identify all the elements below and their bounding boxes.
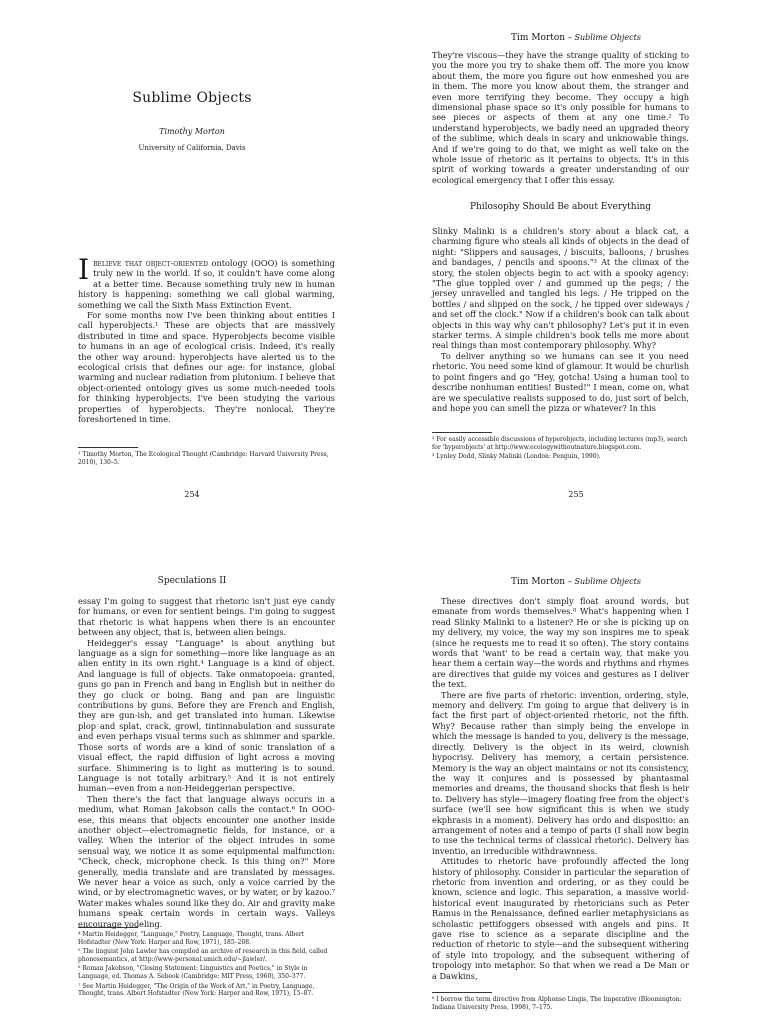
author-affiliation: University of California, Davis <box>138 144 246 152</box>
drop-cap: I <box>78 253 90 286</box>
running-head-title: – Sublime Objects <box>567 577 641 586</box>
page-257 <box>384 512 768 1024</box>
page-254 <box>0 0 384 512</box>
footnote-rule <box>432 992 492 993</box>
body-text-section <box>432 226 689 413</box>
body-text <box>78 253 335 425</box>
paragraph: To deliver anything so we humans can see it you need rhetoric. You need some kind of glamour. It would be churlish to point fingers and go "Hey, gotcha! Using a human tool to describe nonhuman entities! Busted!" I mean, come on, what are we speculative realists supposed to do, just sort of belch, and hope you can smell the pizza or whatever? In this <box>432 350 689 413</box>
running-head-author: Tim Morton <box>511 33 566 43</box>
paragraph: These directives don't simply float around words, but emanate from words themselves.⁸ What's happening when I read Slinky Malinki to a listener? He or she is picking up on my delivery, my voice, the way my son inspires me to speak (since he requests me to read it so often). The story contains words that 'want' to be read a certain way, that make you hear them a certain way—the words and rhythms and rhymes are directives that guide my voices and gestures as I deliver the text. <box>432 596 689 690</box>
running-head: Speculations II <box>157 576 227 586</box>
footnote: ⁵ The linguist John Lawler has compiled an archive of research in this field, called phonosemantics, at http://www-personal.umich.edu/~jlawler/. <box>78 948 328 963</box>
section-heading: Philosophy Should Be about Everything <box>469 202 652 212</box>
footnote: ⁸ I borrow the term directive from Alphonso Lingis, The Imperative (Bloomington: Indiana University Press, 1998), 7–175. <box>432 996 682 1011</box>
footnote: ⁶ Roman Jakobson, "Closing Statement: Linguistics and Poetics," in Style in Language, ed. Thomas A. Sebeok (Cambridge: MIT Press, 1960), 350–377. <box>78 965 308 980</box>
footnote: ¹ Timothy Morton, The Ecological Thought (Cambridge: Harvard University Press, 2010), 130–5. <box>78 451 329 466</box>
running-head <box>432 576 720 588</box>
paragraph: Heidegger's essay "Language" is about anything but language as a sign for something—more like language as an alien entity in its own right.⁴ Language is a kind of object. And language is full of objects. Take onmatopoeia: granted, guns go pan in French and bang in English but in neither do they go cluck or boing. Bang and pan are linguistic contributions by guns. Before they are French and English, they are gun-ish, and get translated into human. Likewise plop and splat, crack, growl, tintinnabulation and sussurate and even perhaps visual terms such as shimmer and sparkle. Those sorts of words are a kind of sonic translation of a visual effect, the rapid diffusion of light across a moving surface. Shimmering is to light as muttering is to sound. Language is not totally arbitrary.⁵ And it is not entirely human—even from a non-Heideggerian perspective. <box>78 637 335 794</box>
paragraph: They're viscous—they have the strange quality of sticking to you the more you try to shake them off. The more you know about them, the more you figure out how enmeshed you are in them. The more you know about them, the stranger and even more terrifying they become. They occupy a high dimensional phase space so it's only possible for humans to see pieces or aspects of them at any one time.² To understand hyperobjects, we badly need an upgraded theory of the sublime, which deals in scary and unknowable things. And if we're going to do that, we might as well take on the whole issue of rhetoric as it pertains to objects. It's in this spirit of working towards a greater understanding of our ecological emergency that I offer this essay. <box>432 50 689 185</box>
footnote: ⁴ Martin Heidegger, "Language," Poetry, Language, Thought, trans. Albert Hofstadter (New York: Harper and Row, 1971), 185–208. <box>78 931 305 946</box>
paragraph: Then there's the fact that language always occurs in a medium, what Roman Jakobson calls the contact.⁶ In OOO-ese, this means that objects encounter one another inside another object—electromagnetic fields, for instance, or a valley. When the interior of the object intrudes in some sensual way, we notice it as some equipmental malfunction: "Check, check, microphone check. Is this thing on?" More generally, media translate and are translated by messages. We never hear a voice as such, only a voice carried by the wind, or by electromagnetic waves, or by water, or by kazoo.⁷ Water makes whales sound like they do. Air and gravity make humans speak certain words in certain ways. Valleys encourage yodeling. <box>78 793 335 929</box>
page-number: 255 <box>568 490 584 499</box>
author-name: Timothy Morton <box>159 127 225 136</box>
paragraph-text: ontology (OOO) is something truly new in the world. If so, it couldn't have come along at a better time. Because something truly new in human history is happening: something we call global warming, something we call the Sixth Mass Extinction Event. <box>78 258 335 310</box>
running-head-title: – Sublime Objects <box>567 33 641 42</box>
paragraph: Slinky Malinki is a children's story about a black cat, a charming figure who steals all kinds of objects in the dead of night: "Slippers and sausages, / biscuits, balloons, / brushes and bandages, / pencils and spoons."³ At the climax of the story, the stolen objects begin to act with a spooky agency: "The glue toppled over / and gummed up the pegs; / the jersey unravelled and tangled his legs. / He tripped on the bottles / and slipped on the sock, / he tipped over sideways / and set off the clock." Now if a children's book can talk about objects in this way why can't philosophy? Let's put it in even starker terms. A simple children's book tells me more about real things than most contemporary philosophy. Why? <box>432 226 689 351</box>
body-text <box>432 596 689 981</box>
page-255 <box>384 0 768 512</box>
body-text <box>432 50 689 185</box>
paragraph: Attitudes to rhetoric have profoundly affected the long history of philosophy. Consider in particular the separation of rhetoric from invention and ordering, or as they could be known, science and logic. This separation, a massive world-historical event inaugurated by rhetoricians such as Peter Ramus in the Renaissance, defined earlier metaphysicians as scholastic pettifoggers obsessed with angels and pins. It gave rise to science as a separate discipline and the reduction of rhetoric to style—and the subsequent withering of style into tropology, and the subsequent withering of tropology into metaphor. So that when we read a De Man or a Dawkins, <box>432 856 689 981</box>
lead-in: believe that object-oriented <box>93 258 208 268</box>
running-head <box>432 32 720 44</box>
paragraph: essay I'm going to suggest that rhetoric isn't just eye candy for humans, or even for sentient beings. I'm going to suggest that rhetoric is what happens when there is an encounter between any object, that is, between alien beings. <box>78 596 335 638</box>
footnotes <box>432 436 689 463</box>
page-256 <box>0 512 384 1024</box>
footnote-rule <box>78 927 138 928</box>
running-head-author: Tim Morton <box>511 577 566 587</box>
opening-paragraph <box>78 253 335 310</box>
footnote-rule <box>432 432 492 433</box>
article-title: Sublime Objects <box>132 90 252 106</box>
paragraph: For some months now I've been thinking about entities I call hyperobjects.¹ These are objects that are massively distributed in time and space. Hyperobjects become visible to humans in an age of ecological crisis. Indeed, it's really the other way around: hyperobjects have alerted us to the ecological crisis that defines our age: for instance, global warming and nuclear radiation from plutonium. I believe that object-oriented ontology gives us some much-needed tools for thinking hyperobjects. I've been studying the various properties of hyperobjects. They're nonlocal. They're foreshortened in time. <box>78 310 335 425</box>
footnotes <box>78 451 335 468</box>
footnote: ⁷ See Martin Heidegger, "The Origin of the Work of Art," in Poetry, Language, Thought, trans. Albert Hofstadter (New York: Harper and Row, 1971), 15–87. <box>78 982 315 998</box>
footnotes <box>78 931 335 1000</box>
footnote: ² For easily accessible discussions of hyperobjects, including lectures (mp3), search for 'hyperobjects' at http://www.ecologywithoutnature.blogspot.com. <box>432 436 688 451</box>
footnote: ³ Lynley Dodd, Slinky Malinki (London: Penguin, 1990). <box>432 453 601 461</box>
footnotes <box>432 996 689 1013</box>
footnote-rule <box>78 447 138 448</box>
paragraph: There are five parts of rhetoric: invention, ordering, style, memory and delivery. I'm going to argue that delivery is in fact the first part of object-oriented rhetoric, not the fifth. Why? Because rather than simply being the envelope in which the message is handed to you, delivery is the message, directly. Delivery is the object in its weird, clownish hypocrisy. Delivery has memory, a certain persistence. Memory is the way an object maintains or not its consistency, the way it conjures and is possessed by phantasmal memories and dreams, the thousand shocks that flesh is heir to. Delivery has style—imagery floating free from the object's surface (we'll see how significant this is when we study ekphrasis in a moment). Delivery has ordo and dispositio: an arrangement of notes and a tempo of parts (I shall now begin to use the technical terms of classical rhetoric). Delivery has inventio, an irreducible withdrawnness. <box>432 689 689 856</box>
body-text <box>78 596 335 929</box>
page-number: 254 <box>184 490 200 499</box>
